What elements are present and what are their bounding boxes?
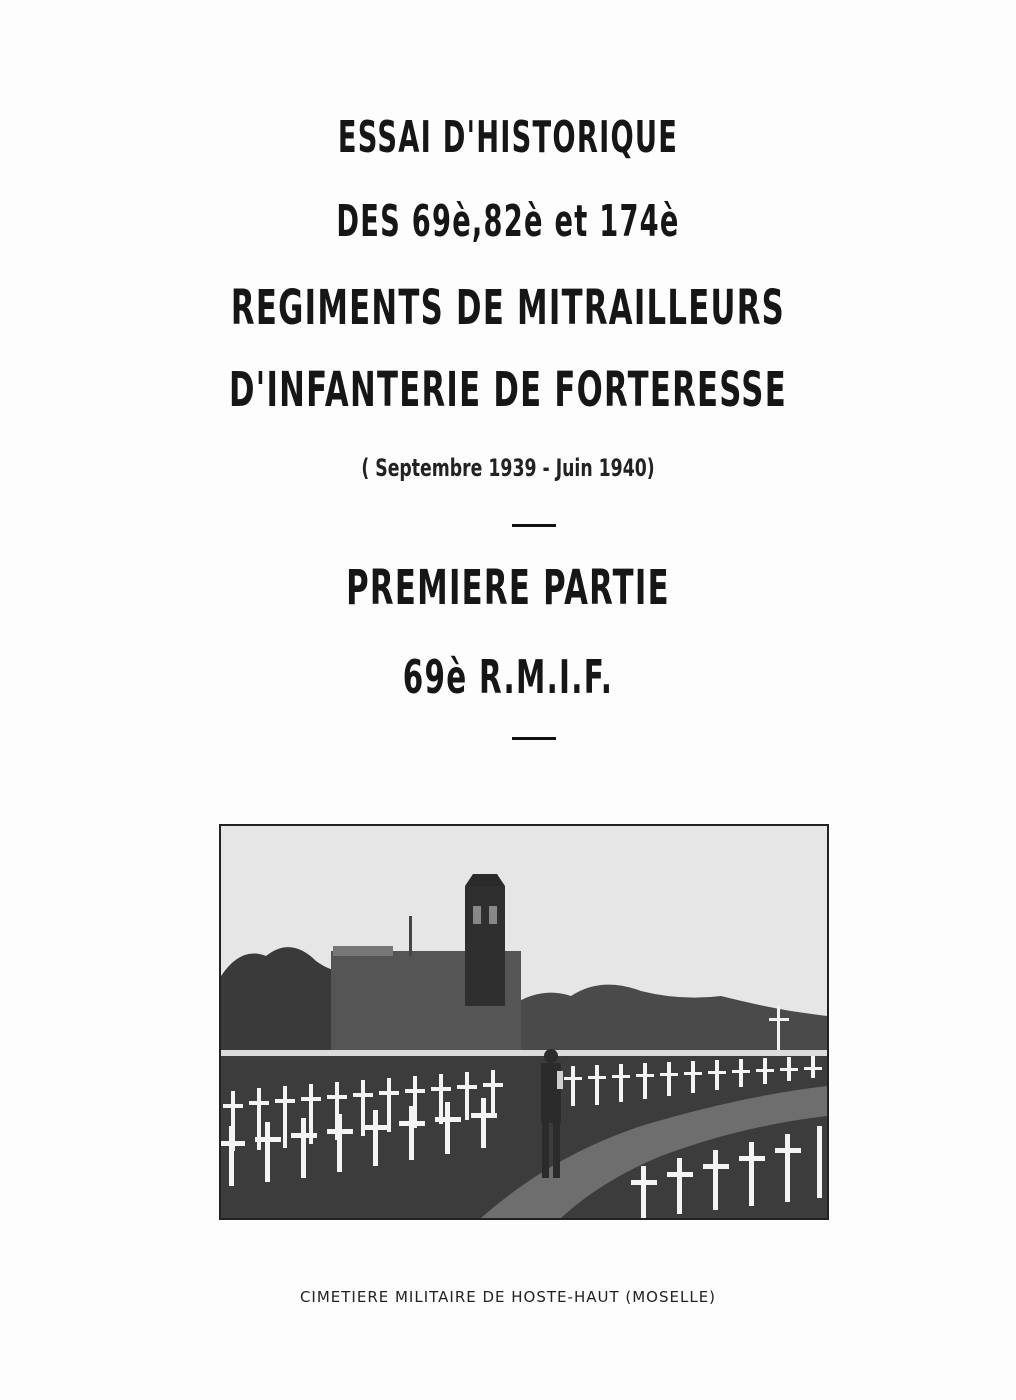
title-line-1: ESSAI D'HISTORIQUE <box>337 112 679 163</box>
part-title: PREMIERE PARTIE <box>346 560 670 616</box>
divider-rule <box>512 524 556 527</box>
cemetery-photo-drawing <box>221 826 827 1218</box>
title-line-3: REGIMENTS DE MITRAILLEURS <box>230 280 786 336</box>
divider-rule <box>512 737 556 740</box>
date-range: ( Septembre 1939 - Juin 1940) <box>361 454 655 482</box>
cemetery-photo <box>219 824 829 1220</box>
photo-caption: CIMETIERE MILITAIRE DE HOSTE-HAUT (MOSELLE) <box>299 1288 717 1306</box>
part-subtitle: 69è R.M.I.F. <box>402 650 614 704</box>
title-line-4: D'INFANTERIE DE FORTERESSE <box>229 362 787 418</box>
title-line-2: DES 69è,82è et 174è <box>336 196 680 247</box>
